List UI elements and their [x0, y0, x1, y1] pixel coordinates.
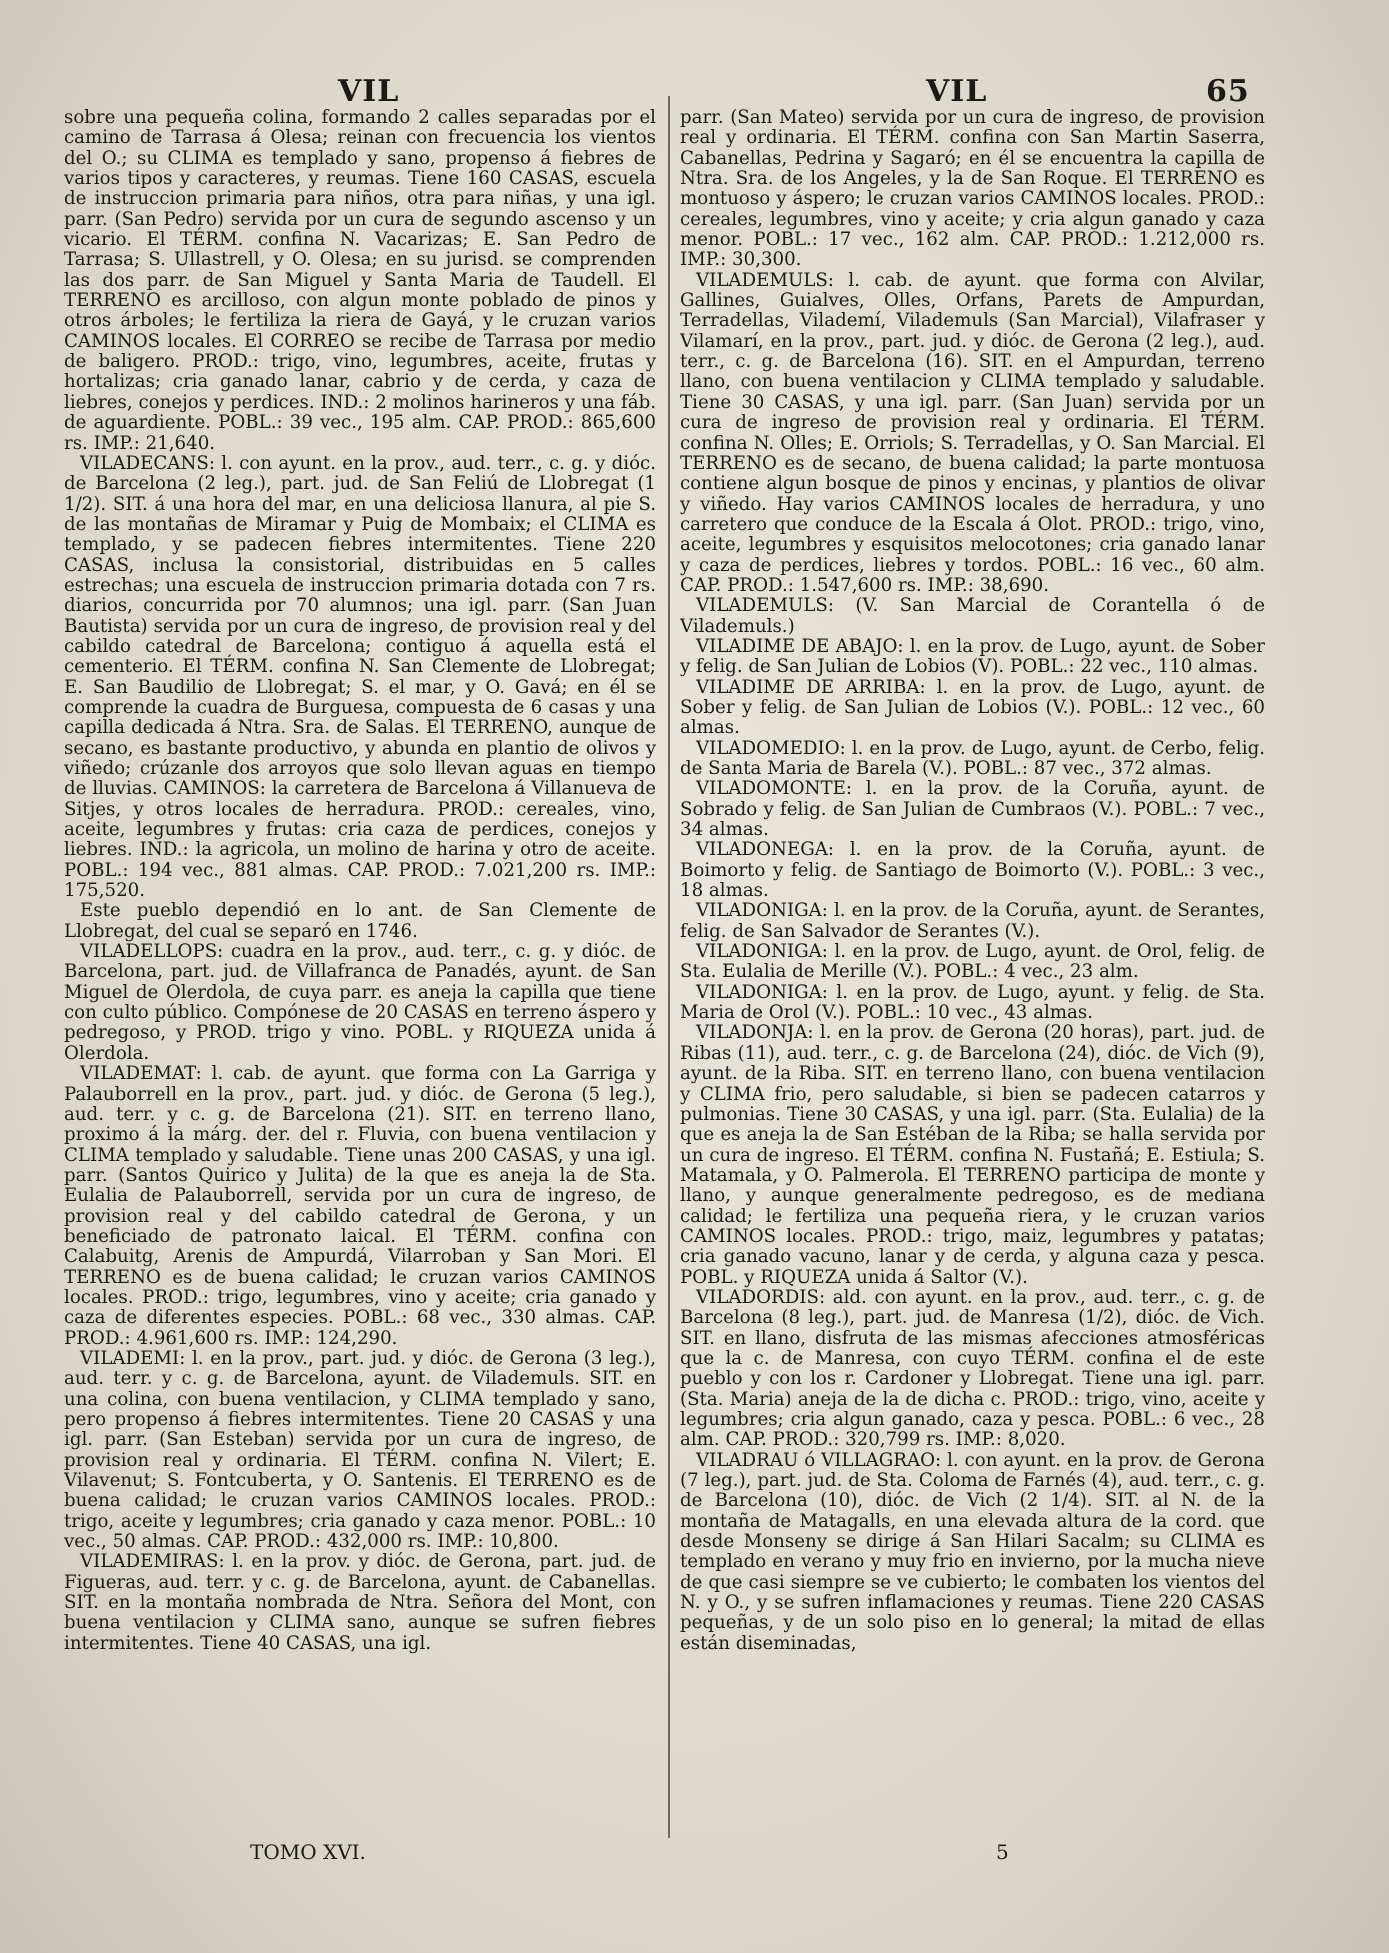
entry-paragraph: VILADEMAT: l. cab. de ayunt. que forma con La Garriga y Palauborrell en la prov., part. jud. y dióc. de Gerona (5 leg.), aud. terr. y c. g. de Barcelona (21). SIT. en terreno llano, proximo á la márg. der. del r. Fluvia, con buena ventilacion y CLIMA templado y saludable. Tiene unas 200 CASAS, y una igl. parr. (Santos Quirico y Julita) de la que es aneja la de Sta. Eulalia de Palauborrell, servida por un cura de ingreso, de provision real y del cabildo catedral de Gerona, y un beneficiado de patronato laical. El TÉRM. confina con Calabuitg, Arenis de Ampurdá, Vilarroban y San Mori. El TERRENO es de buena calidad; le cruzan varios CAMINOS locales. PROD.: trigo, legumbres, vino y aceite; cria ganado y caza de diferentes especies. POBL.: 68 vec., 330 almas. CAP. PROD.: 4.961,600 rs. IMP.: 124,290. [64, 1063, 656, 1349]
entry-paragraph: VILADOMONTE: l. en la prov. de la Coruña, ayunt. de Sobrado y felig. de San Julian de Cumbraos (V.). POBL.: 7 vec., 34 almas. [680, 778, 1265, 841]
entry-paragraph: VILADOMEDIO: l. en la prov. de Lugo, ayunt. de Cerbo, felig. de Santa Maria de Barela (V.). POBL.: 87 vec., 372 almas. [680, 737, 1265, 779]
entry-paragraph: Este pueblo dependió en lo ant. de San Clemente de Llobregat, del cual se separó en 1746. [64, 900, 656, 942]
entry-paragraph: parr. (San Mateo) servida por un cura de ingreso, de provision real y ordinaria. El TÉRM. confina con San Martin Saserra, Cabanellas, Pedrina y Sagaró; en él se encuentra la capilla de Ntra. Sra. de los Angeles, y la de San Roque. El TERRENO es montuoso y áspero; le cruzan varios CAMINOS locales. PROD.: cereales, legumbres, vino y aceite; y cria algun ganado y caza menor. POBL.: 17 vec., 162 alm. CAP. PROD.: 1.212,000 rs. IMP.: 30,300. [680, 108, 1265, 271]
entry-paragraph: VILADELLOPS: cuadra en la prov., aud. terr., c. g. y dióc. de Barcelona, part. jud. de Villafranca de Panadés, ayunt. de San Miguel de Olerdola, de cuya parr. es aneja la capilla que tiene con culto público. Compónese de 20 CASAS en terreno áspero y pedregoso, y PROD. trigo y vino. POBL. y RIQUEZA unida á Olerdola. [64, 941, 656, 1064]
entry-paragraph: VILADECANS: l. con ayunt. en la prov., aud. terr., c. g. y dióc. de Barcelona (2 leg.), part. jud. de San Feliú de Llobregat (1 1/2). SIT. á una hora del mar, en una deliciosa llanura, al pie S. de las montañas de Miramar y Puig de Mombaix; el CLIMA es templado, y se padecen fiebres intermitentes. Tiene 220 CASAS, inclusa la consistorial, distribuidas en 5 calles estrechas; una escuela de instruccion primaria dotada con 7 rs. diarios, concurrida por 70 alumnos; una igl. parr. (San Juan Bautista) servida por un cura de ingreso, de provision real y del cabildo catedral de Barcelona; contiguo á aquella está el cementerio. El TÉRM. confina N. San Clemente de Llobregat; E. San Baudilio de Llobregat; S. el mar, y O. Gavá; en él se comprende la cuadra de Burguesa, compuesta de 6 casas y una capilla dedicada á Ntra. Sra. de Salas. El TERRENO, aunque de secano, es bastante productivo, y abunda en plantio de olivos y viñedo; crúzanle dos arroyos que solo llevan aguas en tiempo de lluvias. CAMINOS: la carretera de Barcelona á Villanueva de Sitjes, y otros locales de herradura. PROD.: cereales, vino, aceite, legumbres y frutas: cria caza de perdices, conejos y liebres. IND.: la agricola, un molino de harina y otro de aceite. POBL.: 194 vec., 881 almas. CAP. PROD.: 7.021,200 rs. IMP.: 175,520. [64, 452, 656, 902]
entry-paragraph: VILADEMIRAS: l. en la prov. y dióc. de Gerona, part. jud. de Figueras, aud. terr. y c. g. de Barcelona, ayunt. de Cabanellas. SIT. en la montaña nombrada de Ntra. Señora del Mont, con buena ventilacion y CLIMA sano, aunque se sufren fiebres intermitentes. Tiene 40 CASAS, una igl. [64, 1551, 656, 1654]
entry-paragraph: VILADONIGA: l. en la prov. de Lugo, ayunt. y felig. de Sta. Maria de Orol (V.). POBL.: 10 vec., 43 almas. [680, 981, 1265, 1024]
entry-paragraph: VILADONIGA: l. en la prov. de Lugo, ayunt. de Orol, felig. de Sta. Eulalia de Merille (V.). POBL.: 4 vec., 23 alm. [680, 941, 1265, 983]
entry-paragraph: VILADEMI: l. en la prov., part. jud. y dióc. de Gerona (3 leg.), aud. terr. y c. g. de Barcelona, ayunt. de Vilademuls. SIT. en una colina, con buena ventilacion, y CLIMA templado y sano, pero propenso á fiebres intermitentes. Tiene 20 CASAS y una igl. parr. (San Esteban) servida por un cura de ingreso, de provision real y ordinaria. El TÉRM. confina N. Vilert; E. Vilavenut; S. Fontcuberta, y O. Santenis. El TERRENO es de buena calidad; le cruzan varios CAMINOS locales. PROD.: trigo, aceite y legumbres; cria ganado y caza menor. POBL.: 10 vec., 50 almas. CAP. PROD.: 432,000 rs. IMP.: 10,800. [64, 1347, 656, 1553]
entry-paragraph: VILADIME DE ABAJO: l. en la prov. de Lugo, ayunt. de Sober y felig. de San Julian de Lobios (V). POBL.: 22 vec., 110 almas. [680, 635, 1265, 678]
running-header-left: VIL [338, 74, 400, 109]
entry-paragraph: VILADEMULS: (V. San Marcial de Corantella ó de Vilademuls.) [680, 595, 1265, 637]
column-divider [668, 96, 670, 1838]
left-column [64, 108, 656, 1848]
entry-paragraph: VILADONEGA: l. en la prov. de la Coruña, ayunt. de Boimorto y felig. de Santiago de Boimorto (V.). POBL.: 3 vec., 18 almas. [680, 839, 1265, 902]
footer-volume: TOMO XVI. [250, 1840, 366, 1864]
running-header-right: VIL [926, 74, 988, 109]
entry-paragraph: VILADIME DE ARRIBA: l. en la prov. de Lugo, ayunt. de Sober y felig. de San Julian de Lobios (V.). POBL.: 12 vec., 60 almas. [680, 676, 1265, 739]
entry-paragraph: VILADRAU ó VILLAGRAO: l. con ayunt. en la prov. de Gerona (7 leg.), part. jud. de Sta. Coloma de Farnés (4), aud. terr., c. g. de Barcelona (10), dióc. de Vich (2 1/4). SIT. al N. de la montaña de Matagalls, en una elevada altura de la cord. que desde Monseny se dirige á San Hilari Sacalm; su CLIMA es templado en verano y muy frio en invierno, por la mucha nieve de que casi siempre se ve cubierto; le combaten los vientos del N. y O., y se sufren inflamaciones y reumas. Tiene 220 CASAS pequeñas, y de un solo piso en lo general; la mitad de ellas están diseminadas, [680, 1449, 1265, 1654]
entry-paragraph: sobre una pequeña colina, formando 2 calles separadas por el camino de Tarrasa á Olesa; reinan con frecuencia los vientos del O.; su CLIMA es templado y sano, propenso á fiebres de varios tipos y caracteres, y reumas. Tiene 160 CASAS, escuela de instruccion primaria para niños, otra para niñas, y una igl. parr. (San Pedro) servida por un cura de segundo ascenso y un vicario. El TÉRM. confina N. Vacarizas; E. San Pedro de Tarrasa; S. Ullastrell, y O. Olesa; en su jurisd. se comprenden las dos parr. de San Miguel y Santa Maria de Taudell. El TERRENO es arcilloso, con algun monte poblado de pinos y otros árboles; le fertiliza la riera de Gayá, y le cruzan varios CAMINOS locales. El CORREO se recibe de Tarrasa por medio de baligero. PROD.: trigo, vino, legumbres, aceite, frutas y hortalizas; cria ganado lanar, cabrio y de cerda, y caza de liebres, conejos y perdices. IND.: 2 molinos harineros y una fáb. de aguardiente. POBL.: 39 vec., 195 alm. CAP. PROD.: 865,600 rs. IMP.: 21,640. [64, 108, 656, 454]
entry-paragraph: VILADONIGA: l. en la prov. de la Coruña, ayunt. de Serantes, felig. de San Salvador de Serantes (V.). [680, 900, 1265, 942]
right-column [680, 108, 1265, 1848]
entry-paragraph: VILADORDIS: ald. con ayunt. en la prov., aud. terr., c. g. de Barcelona (8 leg.), part. jud. de Manresa (1/2), dióc. de Vich. SIT. en llano, disfruta de las mismas afecciones atmosféricas que la c. de Manresa, con cuyo TÉRM. confina el de este pueblo y con los r. Cardoner y Llobregat. Tiene una igl. parr. (Sta. Maria) aneja de la de dicha c. PROD.: trigo, vino, aceite y legumbres; cria algun ganado, caza y pesca. POBL.: 6 vec., 28 alm. CAP. PROD.: 320,799 rs. IMP.: 8,020. [680, 1286, 1265, 1451]
entry-paragraph: VILADEMULS: l. cab. de ayunt. que forma con Alvilar, Gallines, Guialves, Olles, Orfans, Parets de Ampurdan, Terradellas, Vilademí, Vilademuls (San Marcial), Vilafraser y Vilamarí, en la prov., part. jud. y dióc. de Gerona (2 leg.), aud. terr., c. g. de Barcelona (16). SIT. en el Ampurdan, terreno llano, con buena ventilacion y CLIMA templado y saludable. Tiene 30 CASAS, y una igl. parr. (San Juan) servida por un cura de ingreso de provision real y ordinaria. El TÉRM. confina N. Olles; E. Orriols; S. Terradellas, y O. San Marcial. El TERRENO es de secano, de buena calidad; la parte montuosa contiene algun bosque de pinos y encinas, y plantios de olivar y viñedo. Hay varios CAMINOS locales de herradura, y uno carretero que conduce de la Escala á Olot. PROD.: trigo, vino, aceite, legumbres y esquisitos melocotones; cria ganado lanar y caza de perdices, liebres y tordos. POBL.: 16 vec., 60 alm. CAP. PROD.: 1.547,600 rs. IMP.: 38,690. [680, 269, 1265, 596]
page-number: 65 [1206, 74, 1250, 109]
entry-paragraph: VILADONJA: l. en la prov. de Gerona (20 horas), part. jud. de Ribas (11), aud. terr., c. g. de Barcelona (24), dióc. de Vich (9), ayunt. de la Riba. SIT. en terreno llano, con buena ventilacion y CLIMA frio, pero saludable, si bien se padecen catarros y pulmonias. Tiene 30 CASAS, y una igl. parr. (Sta. Eulalia) de la que es aneja la de San Estéban de la Riba; se halla servida por un cura de ingreso. El TÉRM. confina N. Fustañá; E. Estiula; S. Matamala, y O. Palmerola. El TERRENO participa de monte y llano, y aunque generalmente pedregoso, es de mediana calidad; le fertiliza una pequeña riera, y le cruzan varios CAMINOS locales. PROD.: trigo, maiz, legumbres y patatas; cria ganado vacuno, lanar y de cerda, y alguna caza y pesca. POBL. y RIQUEZA unida á Saltor (V.). [680, 1022, 1265, 1288]
footer-signature: 5 [996, 1840, 1009, 1864]
